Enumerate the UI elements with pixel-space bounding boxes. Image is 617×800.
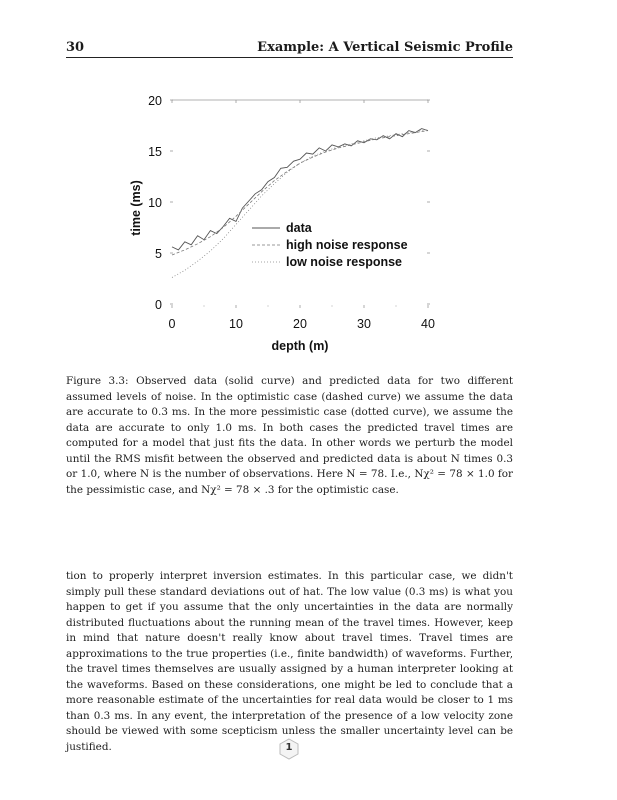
x-tick-label: 0 xyxy=(168,317,176,331)
x-tick-label: 30 xyxy=(357,317,371,331)
x-tick-label: 20 xyxy=(293,317,307,331)
page-badge xyxy=(278,738,300,760)
header-rule xyxy=(66,57,513,58)
y-tick-label: 15 xyxy=(148,145,162,159)
chart-legend xyxy=(252,221,408,269)
page-number: 30 xyxy=(66,40,85,55)
running-title: Example: A Vertical Seismic Profile xyxy=(257,40,513,55)
y-tick-label: 5 xyxy=(155,247,162,261)
y-tick-label: 20 xyxy=(148,94,162,108)
figure-caption: Figure 3.3: Observed data (solid curve) and predicted data for two different assumed levels of noise. In the optimistic case (dashed curve) we assume the data are accurate to 0.3 ms. In the more pessimistic case (dotted curve), we assume the data are accurate to only 1.0 ms. In both cases the predicted travel times are computed for a model that just fits the data. In other words we perturb the model until the RMS misfit between the observed and predicted data is about N times 0.3 or 1.0, where N is the number of observations. Here N = 78. I.e., Nχ² = 78 × 1.0 for the pessimistic case, and Nχ² = 78 × .3 for the optimistic case. xyxy=(66,375,513,496)
y-tick-label: 10 xyxy=(148,196,162,210)
x-tick-label: 40 xyxy=(421,317,435,331)
running-header xyxy=(66,40,513,56)
chart-axes xyxy=(148,94,435,331)
page-badge-label: 1 xyxy=(285,742,293,753)
legend-label: data xyxy=(286,221,312,235)
series-line-2 xyxy=(172,131,428,255)
legend-label: low noise response xyxy=(286,255,403,269)
y-tick-label: 0 xyxy=(155,298,162,312)
body-paragraph: tion to properly interpret inversion estimates. In this particular case, we didn't simply pull these standard deviations out of hat. The low value (0.3 ms) is what you happen to get if you assume that the only uncertainties in the data are normally distributed fluctuations about the running mean of the travel times. However, keep in mind that nature doesn't really know about travel times. Travel times are approximations to the true properties (i.e., finite bandwidth) of waveforms. Further, the travel times themselves are usually assigned by a human interpreter looking at the waveforms. Based on these considerations, one might be led to conclude that a more reasonable estimate of the uncertainties for real data would be closer to 1 ms than 0.3 ms. In any event, the interpretation of the presence of a low velocity zone should be viewed with some scepticism unless the smaller uncertainty level can be justified. xyxy=(66,570,513,753)
figure-chart xyxy=(118,86,448,356)
legend-label: high noise response xyxy=(286,238,408,252)
x-tick-label: 10 xyxy=(229,317,243,331)
x-axis-label: depth (m) xyxy=(271,339,329,353)
y-axis-label: time (ms) xyxy=(129,180,143,236)
